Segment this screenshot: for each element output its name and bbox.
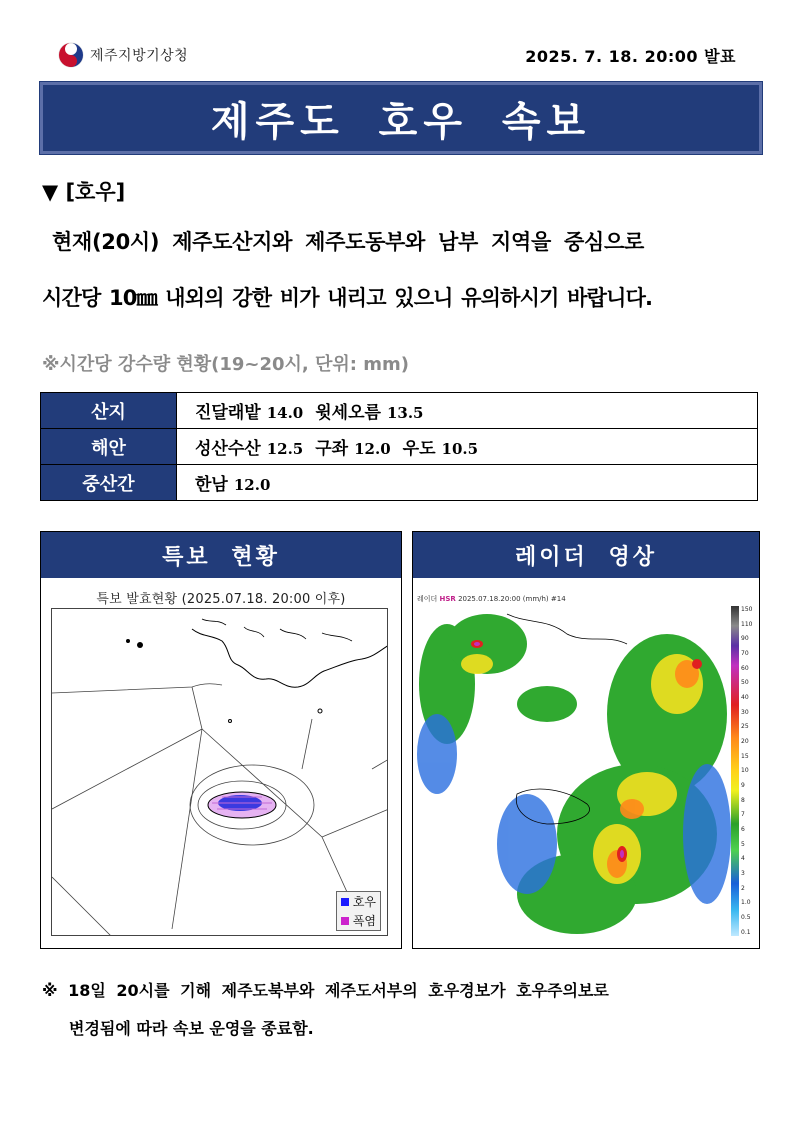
station-name: 성산수산	[195, 439, 261, 459]
stations-cell	[177, 465, 758, 501]
lead-line-1: 현재(20시) 제주도산지와 제주도동부와 남부 지역을 중심으로	[52, 230, 644, 254]
legend-swatch-icon	[341, 898, 349, 906]
station-name: 구좌	[315, 439, 349, 459]
warning-legend	[336, 891, 381, 931]
scale-bar	[731, 606, 739, 936]
warning-panel-heading: 특보 현황	[41, 532, 401, 578]
taegeuk-logo-icon	[58, 42, 84, 68]
scale-tick-label: 90	[741, 635, 749, 643]
radar-caption: 레이더 HSR 2025.07.18.20:00 (mm/h) #14	[417, 595, 566, 603]
radar-color-scale	[731, 606, 753, 936]
station-amount: 12.5	[266, 440, 304, 458]
scale-tick-label: 70	[741, 650, 749, 658]
scale-ticks	[741, 606, 752, 936]
table-row	[41, 393, 758, 429]
station-name: 우도	[402, 439, 436, 459]
rainfall-table	[40, 392, 758, 501]
rain-note: ※시간당 강수량 현황(19~20시, 단위: mm)	[42, 354, 410, 375]
scale-tick-label: 4	[741, 855, 745, 863]
region-cell: 중산간	[41, 465, 177, 501]
scale-tick-label: 150	[741, 606, 753, 613]
table-row	[41, 465, 758, 501]
warning-map-graphic	[52, 609, 388, 936]
scale-tick-label: 7	[741, 811, 745, 819]
footnote-line-2: 변경됨에 따라 속보 운영을 종료함.	[69, 1019, 314, 1038]
scale-tick-label: 0.5	[741, 914, 751, 922]
station-name: 윗세오름	[315, 403, 381, 423]
stations-cell	[177, 429, 758, 465]
stations-cell	[177, 393, 758, 429]
scale-tick-label: 6	[741, 826, 745, 834]
station-amount: 13.5	[386, 404, 424, 422]
scale-tick-label: 1.0	[741, 899, 751, 907]
footnote-line-1: ※ 18일 20시를 기해 제주도북부와 제주도서부의 호우경보가 호우주의보로	[42, 981, 609, 1000]
scale-tick-label: 8	[741, 796, 745, 804]
section-heading: ▼ [호우]	[42, 180, 126, 204]
radar-panel-heading: 레이더 영상	[413, 532, 759, 578]
legend-item-rain: 호우	[337, 892, 380, 911]
agency-name: 제주지방기상청	[90, 48, 189, 64]
radar-image	[417, 604, 733, 938]
scale-tick-label: 10	[741, 767, 749, 775]
station-amount: 12.0	[233, 476, 271, 494]
radar-echo-graphic	[417, 604, 733, 938]
scale-tick-label: 20	[741, 738, 749, 746]
scale-tick-label: 3	[741, 870, 745, 878]
legend-item-heat: 폭염	[337, 911, 380, 930]
warning-panel	[40, 531, 402, 949]
scale-tick-label: 110	[741, 620, 753, 628]
scale-tick-label: 25	[741, 723, 749, 731]
warning-map	[51, 608, 388, 936]
title-banner	[40, 82, 762, 154]
station-amount: 14.0	[266, 404, 304, 422]
station-name: 진달래밭	[195, 403, 261, 423]
scale-tick-label: 2	[741, 884, 745, 892]
radar-panel	[412, 531, 760, 949]
station-amount: 10.5	[441, 440, 479, 458]
warning-map-caption: 특보 발효현황 (2025.07.18. 20:00 이후)	[96, 592, 346, 607]
scale-tick-label: 0.1	[741, 928, 751, 936]
scale-tick-label: 50	[741, 679, 749, 687]
scale-tick-label: 60	[741, 664, 749, 672]
page-title: 제주도 호우 속보	[210, 98, 592, 145]
agency-logo	[58, 42, 188, 68]
region-cell: 해안	[41, 429, 177, 465]
table-row	[41, 429, 758, 465]
lead-line-2: 시간당 10㎜ 내외의 강한 비가 내리고 있으니 유의하시기 바랍니다.	[42, 286, 653, 310]
station-amount: 12.0	[354, 440, 391, 458]
station-name: 한남	[195, 475, 228, 495]
region-cell: 산지	[41, 393, 177, 429]
scale-tick-label: 30	[741, 708, 749, 716]
scale-tick-label: 15	[741, 752, 749, 760]
scale-tick-label: 5	[741, 840, 745, 848]
issued-datetime: 2025. 7. 18. 20:00 발표	[525, 47, 736, 66]
scale-tick-label: 9	[741, 782, 745, 790]
scale-tick-label: 40	[741, 694, 749, 702]
legend-swatch-icon	[341, 917, 349, 925]
